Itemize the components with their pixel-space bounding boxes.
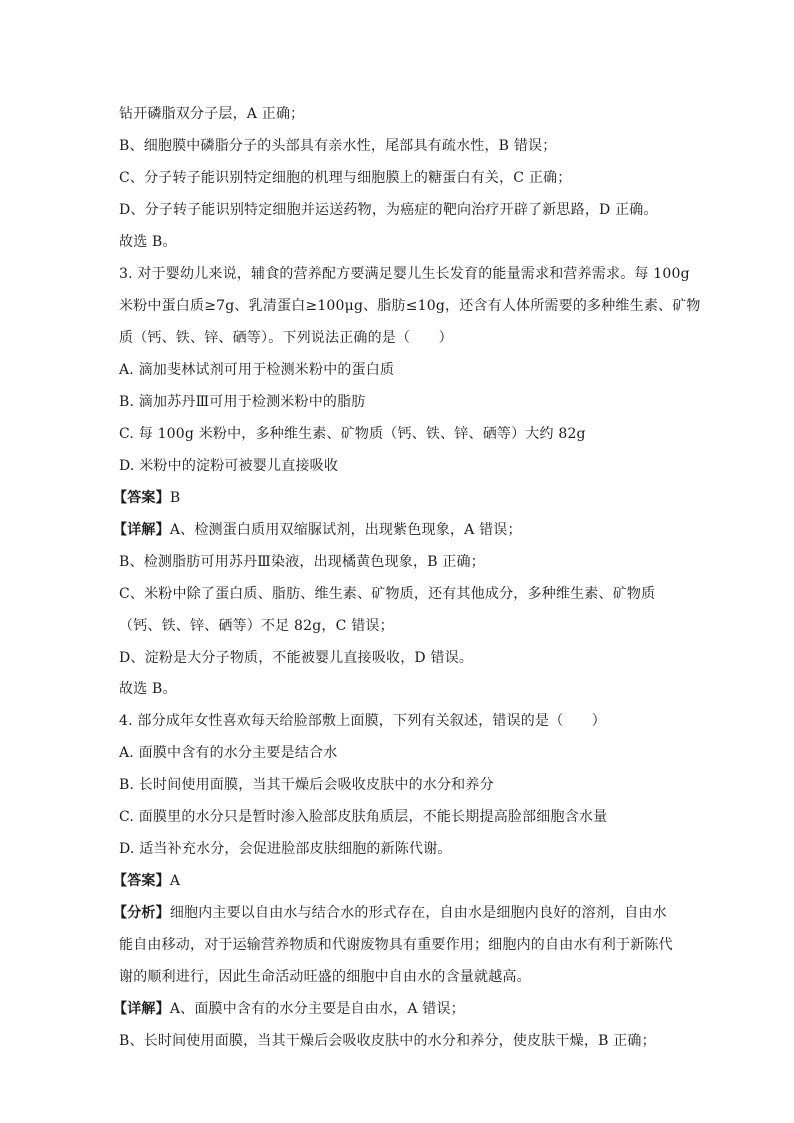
section-tag: 【详解】 <box>113 1001 170 1017</box>
text-line <box>119 457 679 475</box>
line-text: B、细胞膜中磷脂分子的头部具有亲水性，尾部具有疏水性，B 错误； <box>119 138 557 154</box>
answer-line <box>113 872 673 890</box>
text-line <box>119 744 679 762</box>
line-text: 4. 部分成年女性喜欢每天给脸部敷上面膜，下列有关叙述，错误的是（ ） <box>119 713 607 729</box>
text-line <box>119 201 679 219</box>
line-text: B <box>169 490 181 506</box>
text-line <box>119 265 690 283</box>
answer-line <box>113 521 673 539</box>
line-text: B. 长时间使用面膜，当其干燥后会吸收皮肤中的水分和养分 <box>119 777 494 793</box>
text-line <box>119 968 679 986</box>
line-text: A <box>169 873 181 889</box>
line-text: 钻开磷脂双分子层，A 正确； <box>119 106 305 122</box>
text-line <box>119 1032 679 1050</box>
line-text: （钙、铁、锌、硒等）不足 82g，C 错误； <box>119 618 394 634</box>
line-text: A. 滴加斐林试剂可用于检测米粉中的蛋白质 <box>119 362 395 378</box>
text-line <box>119 137 679 155</box>
text-line <box>119 329 679 347</box>
line-text: D、淀粉是大分子物质，不能被婴儿直接吸收，D 错误。 <box>119 650 474 666</box>
line-text: 能自由移动，对于运输营养物质和代谢废物具有重要作用；细胞内的自由水有利于新陈代 <box>119 937 673 953</box>
line-text: B、长时间使用面膜，当其干燥后会吸收皮肤中的水分和养分，使皮肤干燥，B 正确； <box>119 1033 656 1049</box>
line-text: A. 面膜中含有的水分主要是结合水 <box>119 745 338 761</box>
line-text: A、面膜中含有的水分主要是自由水，A 错误； <box>169 1001 465 1017</box>
answer-line <box>113 904 673 922</box>
text-line <box>119 105 679 123</box>
line-text: C、米粉中除了蛋白质、脂肪、维生素、矿物质，还有其他成分，多种维生素、矿物质 <box>119 586 656 602</box>
text-line <box>119 425 679 443</box>
text-line <box>119 808 679 826</box>
text-line <box>119 936 679 954</box>
line-text: 质（钙、铁、锌、硒等）。下列说法正确的是（ ） <box>119 330 453 346</box>
text-line <box>119 712 679 730</box>
line-text: 故选 B。 <box>119 234 177 250</box>
section-tag: 【答案】 <box>113 873 170 889</box>
line-text: C、分子转子能识别特定细胞的机理与细胞膜上的糖蛋白有关，C 正确； <box>119 170 572 186</box>
section-tag: 【详解】 <box>113 522 170 538</box>
text-line <box>119 649 679 667</box>
line-text: D. 适当补充水分，会促进脸部皮肤细胞的新陈代谢。 <box>119 841 452 857</box>
line-text: D、分子转子能识别特定细胞并运送药物，为癌症的靶向治疗开辟了新思路，D 正确。 <box>119 202 658 218</box>
line-text: B、检测脂肪可用苏丹Ⅲ染液，出现橘黄色现象，B 正确； <box>119 554 485 570</box>
line-text: 故选 B。 <box>119 681 177 697</box>
text-line <box>119 553 679 571</box>
text-line <box>119 840 679 858</box>
answer-line <box>113 489 673 507</box>
text-line <box>119 297 701 315</box>
answer-line <box>113 1000 673 1018</box>
section-tag: 【答案】 <box>113 490 170 506</box>
text-line <box>119 680 679 698</box>
line-text: 谢的顺利进行，因此生命活动旺盛的细胞中自由水的含量就越高。 <box>119 969 531 985</box>
line-text: B. 滴加苏丹Ⅲ可用于检测米粉中的脂肪 <box>119 394 366 410</box>
text-line <box>119 776 679 794</box>
line-text: 细胞内主要以自由水与结合水的形式存在，自由水是细胞内良好的溶剂，自由水 <box>169 905 667 921</box>
line-text: C. 面膜里的水分只是暂时渗入脸部皮肤角质层，不能长期提高脸部细胞含水量 <box>119 809 608 825</box>
text-line <box>119 233 679 251</box>
text-line <box>119 361 679 379</box>
text-line <box>119 393 679 411</box>
line-text: A、检测蛋白质用双缩脲试剂，出现紫色现象，A 错误； <box>169 522 522 538</box>
line-text: 米粉中蛋白质≥7g、乳清蛋白≥100μg、脂肪≤10g，还含有人体所需要的多种维生素、矿物 <box>119 298 701 314</box>
line-text: C. 每 100g 米粉中，多种维生素、矿物质（钙、铁、锌、硒等）大约 82g <box>119 426 586 442</box>
text-line <box>119 585 679 603</box>
section-tag: 【分析】 <box>113 905 170 921</box>
line-text: D. 米粉中的淀粉可被婴儿直接吸收 <box>119 458 339 474</box>
text-line <box>119 169 679 187</box>
text-line <box>119 617 679 635</box>
line-text: 3. 对于婴幼儿来说，辅食的营养配方要满足婴儿生长发育的能量需求和营养需求。每 100g <box>119 266 690 282</box>
